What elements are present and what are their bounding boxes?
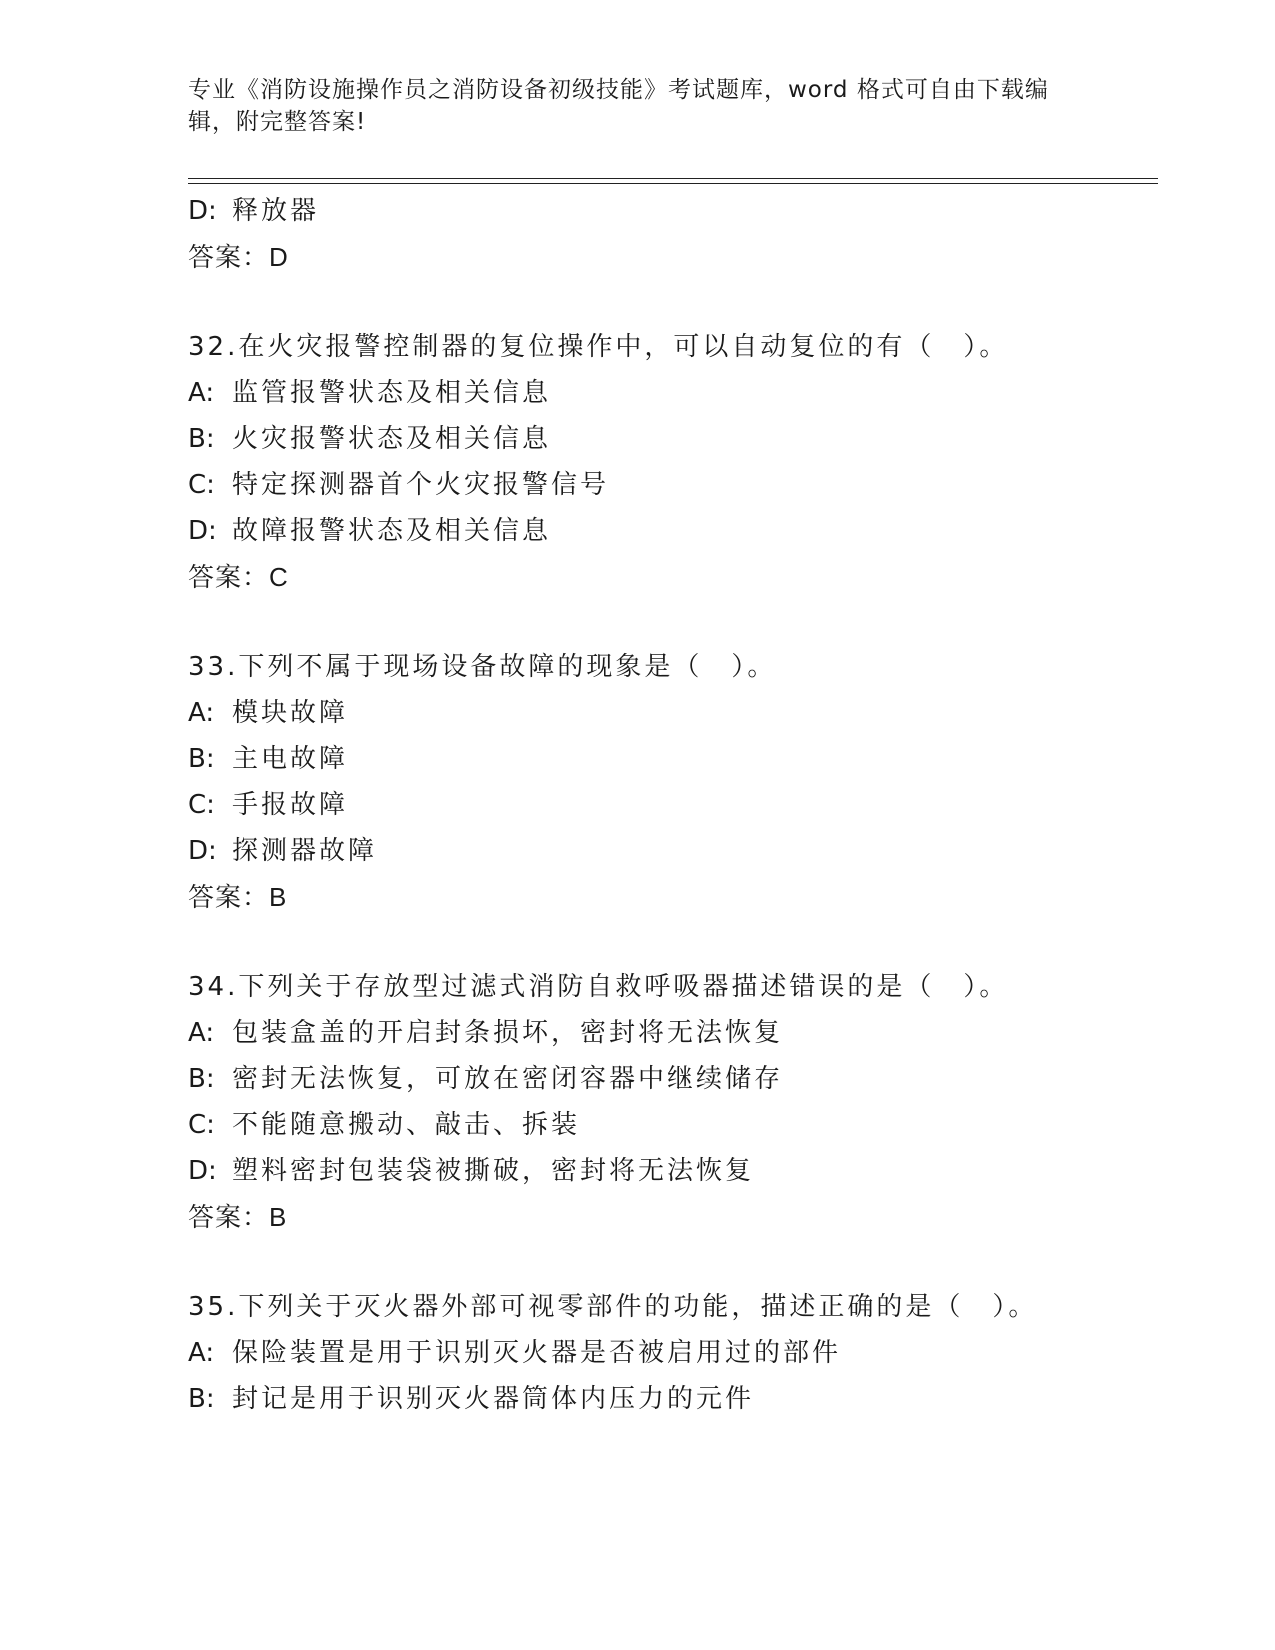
question-block [188, 964, 1158, 1240]
option-label: B: [188, 1384, 215, 1414]
option-label: B: [188, 424, 215, 454]
option-a [188, 370, 1158, 416]
option-label: D: [188, 1156, 217, 1186]
option-d [188, 188, 1158, 234]
option-c [188, 462, 1158, 508]
option-label: A: [188, 698, 215, 728]
answer-line: 答案：D [188, 242, 289, 272]
question-list [188, 188, 1158, 1422]
option-text: 主电故障 [232, 744, 349, 774]
option-d [188, 1148, 1158, 1194]
option-label: A: [188, 1338, 215, 1368]
option-text: 密封无法恢复，可放在密闭容器中继续储存 [232, 1064, 784, 1094]
answer-line: 答案：B [188, 1202, 288, 1232]
option-a [188, 690, 1158, 736]
option-text: 不能随意搬动、敲击、拆装 [232, 1110, 581, 1140]
spacer [188, 1240, 1158, 1284]
option-d [188, 828, 1158, 874]
option-label: A: [188, 1018, 215, 1048]
option-text: 保险装置是用于识别灭火器是否被启用过的部件 [232, 1338, 842, 1368]
option-b [188, 1056, 1158, 1102]
option-label: D: [188, 516, 217, 546]
option-text: 探测器故障 [232, 836, 378, 866]
spacer [188, 280, 1158, 324]
option-text: 监管报警状态及相关信息 [232, 378, 552, 408]
option-text: 手报故障 [232, 790, 349, 820]
option-label: C: [188, 470, 215, 500]
option-b [188, 416, 1158, 462]
option-label: A: [188, 378, 215, 408]
option-c [188, 1102, 1158, 1148]
header-divider-bottom [188, 183, 1158, 184]
answer-line: 答案：B [188, 882, 288, 912]
option-label: B: [188, 1064, 215, 1094]
option-text: 特定探测器首个火灾报警信号 [232, 470, 610, 500]
spacer [188, 920, 1158, 964]
option-label: D: [188, 836, 217, 866]
option-a [188, 1010, 1158, 1056]
option-label: D: [188, 196, 217, 226]
header-divider-top [188, 178, 1158, 179]
option-c [188, 782, 1158, 828]
question-block [188, 324, 1158, 600]
option-label: C: [188, 1110, 215, 1140]
option-text: 模块故障 [232, 698, 349, 728]
option-text: 释放器 [232, 196, 320, 226]
option-text: 塑料密封包装袋被撕破，密封将无法恢复 [232, 1156, 755, 1186]
question-block [188, 188, 1158, 280]
header-line-2: 辑，附完整答案! [188, 109, 367, 135]
question-text: 33.下列不属于现场设备故障的现象是（ ）。 [188, 652, 777, 682]
option-label: C: [188, 790, 215, 820]
option-text: 包装盒盖的开启封条损坏，密封将无法恢复 [232, 1018, 784, 1048]
option-text: 故障报警状态及相关信息 [232, 516, 552, 546]
question-text: 34.下列关于存放型过滤式消防自救呼吸器描述错误的是（ ）。 [188, 972, 1009, 1002]
header-line-1: 专业《消防设施操作员之消防设备初级技能》考试题库，word 格式可自由下载编 [188, 77, 1049, 103]
option-text: 火灾报警状态及相关信息 [232, 424, 552, 454]
question-text: 32.在火灾报警控制器的复位操作中，可以自动复位的有（ ）。 [188, 332, 1009, 362]
option-text: 封记是用于识别灭火器筒体内压力的元件 [232, 1384, 755, 1414]
spacer [188, 600, 1158, 644]
option-a [188, 1330, 1158, 1376]
option-label: B: [188, 744, 215, 774]
answer-line: 答案：C [188, 562, 289, 592]
option-b [188, 736, 1158, 782]
option-d [188, 508, 1158, 554]
option-b [188, 1376, 1158, 1422]
question-block [188, 1284, 1158, 1422]
question-block [188, 644, 1158, 920]
document-header [188, 74, 1088, 138]
question-text: 35.下列关于灭火器外部可视零部件的功能，描述正确的是（ ）。 [188, 1292, 1038, 1322]
